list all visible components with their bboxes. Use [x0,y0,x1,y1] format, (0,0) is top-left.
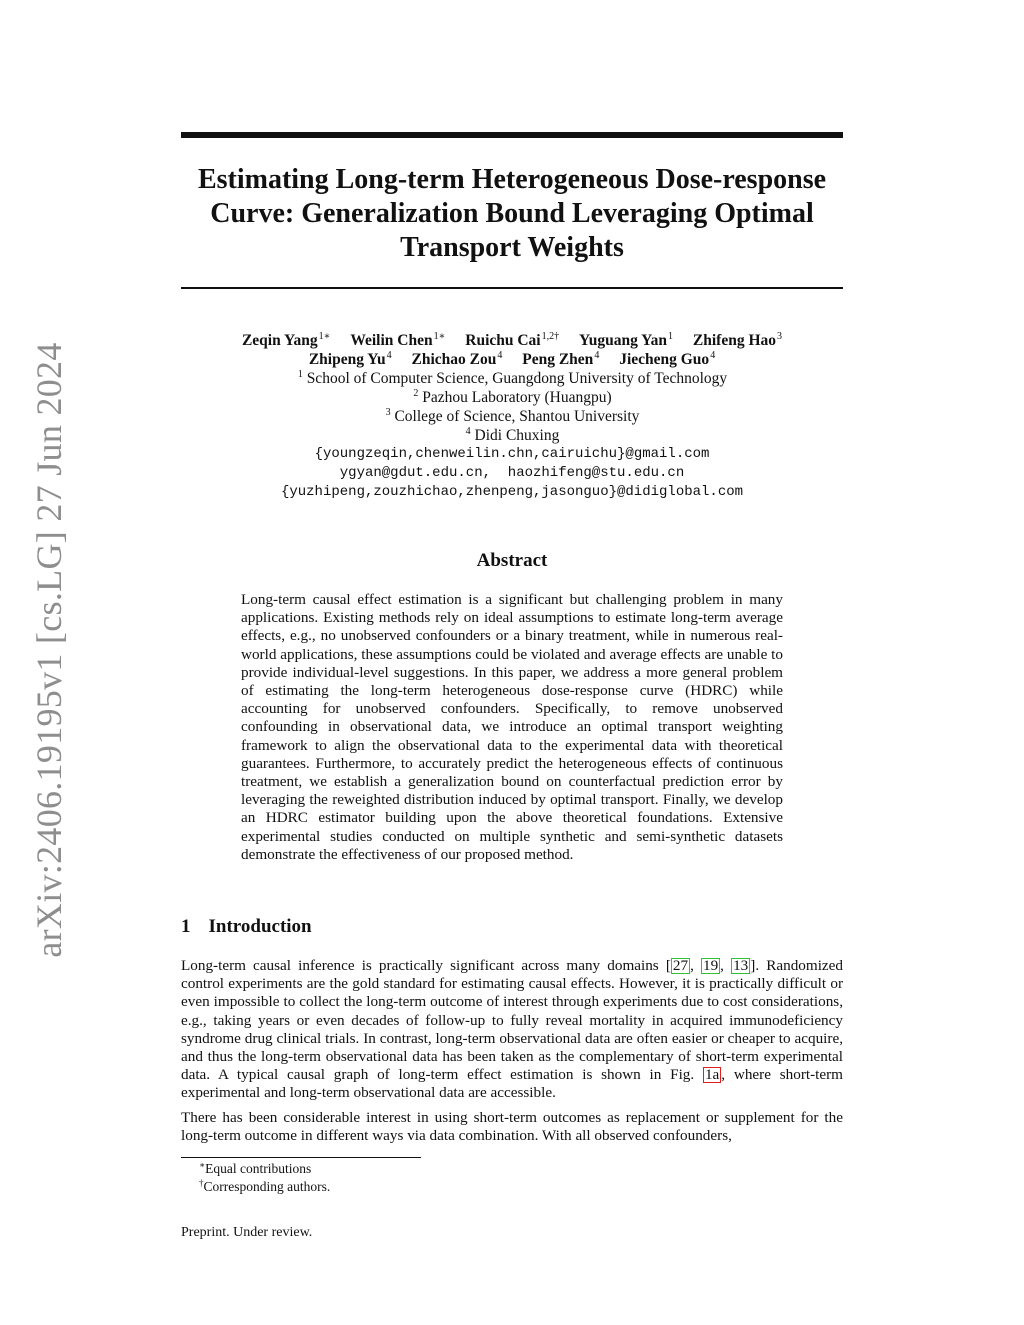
affiliation: $^1$ School of Computer Science, Guangdong University of Technology [297,369,728,387]
section-title: Introduction [208,916,312,937]
preprint-note: Preprint. Under review. [181,1225,313,1240]
arxiv-stamp: arXiv:2406.19195v1 [cs.LG] 27 Jun 2024 [29,342,69,958]
affiliation: $^2$ Pazhou Laboratory (Huangpu) [413,388,612,406]
figure-ref-link[interactable]: 1a [704,1066,720,1084]
affiliation: $^3$ College of Science, Shantou University [385,407,640,425]
paragraph: Long-term causal inference is practically significant across many domains [ 27 , 19 , 13 ]. Randomized control experiments are the gold standard for estimating causal effects. However, it is practically difficult or even impossible to collect the long-term outcome of interest through experiments due to cost considerations, e.g., taking years or even decades of follow-up to fully reveal mortality in acquired immunodeficiency syndrome drug clinical trials. In contrast, long-term observational data are often easier or cheaper to acquire, and thus the long-term observational data has been taken as the complementary of short-term experimental data. A typical causal graph of long-term effect estimation is shown in Fig. 1a , where short-term experimental and long-term observational data are accessible. [181,957,843,1102]
author: Ruichu Cai$^{1,2\dagger}$ [465,331,560,349]
author: Weilin Chen$^{1∗}$ [350,331,446,349]
footnote: †Corresponding authors. [199,1178,331,1194]
abstract-text: Long-term causal effect estimation is a significant but challenging problem in many applications. Existing methods rely on ideal assumptions to estimate long-term average effects, e.g., no unobserved confounders or a binary treatment, while in numerous real-world applications, these assumptions could be violated and average effects are unable to provide individual-level suggestions. In this paper, we address a more general problem of estimating the long-term heterogeneous dose-response curve (HDRC) while accounting for unobserved confounders. Specifically, to remove unobserved confounding in observational data, we introduce an optimal transport weighting framework to align the observational data to the experimental data with theoretical guarantees. Furthermore, to accurately predict the heterogeneous effects of continuous treatment, we establish a generalization bound on counterfactual prediction error by leveraging the reweighted distribution induced by optimal transport. Finally, we develop an HDRC estimator building upon the above theoretical foundations. Extensive experimental studies conducted on multiple synthetic and semi-synthetic datasets demonstrate the effectiveness of our proposed method. [241,591,783,863]
author-block [181,331,843,502]
author-line-1 [181,331,843,350]
title-line: Curve: Generalization Bound Leveraging Optimal [210,198,814,229]
author-line-2 [181,350,843,369]
author: Zhipeng Yu$^4$ [308,350,392,368]
email-line: {youngzeqin,chenweilin.chn,cairuichu}@gmail.com [314,446,710,462]
paragraph: There has been considerable interest in using short-term outcomes as replacement or supplement for the long-term outcome in different ways via data combination. With all observed confounders, [181,1108,843,1144]
introduction-body [181,957,843,1151]
title-line: Transport Weights [400,232,624,263]
author: Yuguang Yan$^1$ [579,331,674,349]
citation-link[interactable]: 27 [672,957,689,974]
footnotes [199,1160,330,1196]
author: Peng Zhen$^4$ [522,350,600,368]
email-line: ygyan@gdut.edu.cn, haozhifeng@stu.edu.cn [339,465,685,481]
title-bottom-rule [181,287,843,289]
author: Zhichao Zou$^4$ [411,350,503,368]
section-heading-introduction [181,916,312,938]
section-number: 1 [181,916,191,937]
author: Zhifeng Hao$^3$ [692,331,783,349]
author: Zeqin Yang$^{1∗}$ [241,331,331,349]
footnote: ∗Equal contributions [199,1160,312,1176]
abstract-heading: Abstract [476,550,548,571]
footnote-rule [181,1157,421,1158]
email-line: {yuzhipeng,zouzhichao,zhenpeng,jasonguo}@didiglobal.com [280,484,744,500]
affiliation: $^4$ Didi Chuxing [465,426,560,444]
citation-link[interactable]: 13 [733,957,749,974]
author: Jiecheng Guo$^4$ [619,350,716,368]
paper-title [181,163,843,265]
citation-link[interactable]: 19 [702,957,719,974]
title-top-rule [181,132,843,138]
title-line: Estimating Long-term Heterogeneous Dose-response [197,164,827,195]
